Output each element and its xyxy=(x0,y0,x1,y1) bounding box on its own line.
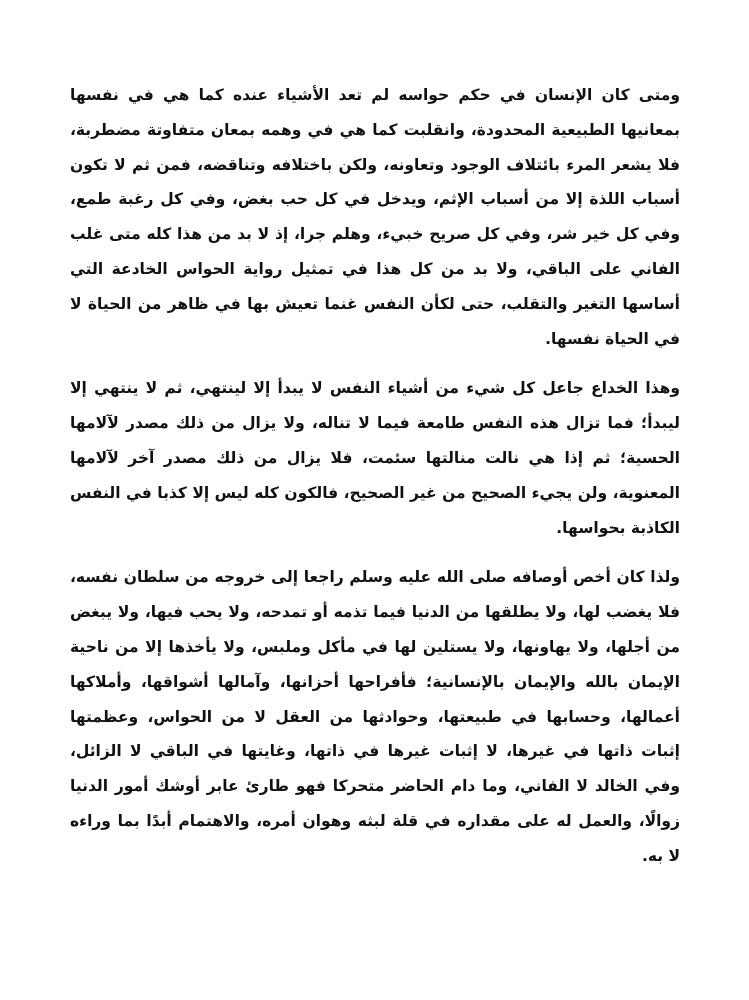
paragraph-2: وهذا الخداع جاعل كل شيء من أشياء النفس لا يبدأ إلا لينتهي، ثم لا ينتهي إلا ليبدأ؛ فما تزال هذه النفس طامعة فيما لا تناله، ولا يزال من ذلك مصدر لآلامها الحسية؛ ثم إذا هي نالت منالتها سئمت، فلا يزال من ذلك مصدر آخر لآلامها المعنوية، ولن يجيء الصحيح من غير الصحيح، فالكون كله ليس إلا كذبا في النفس الكاذبة بحواسها. xyxy=(70,379,680,537)
paragraph-3: ولذا كان أخص أوصافه صلى الله عليه وسلم راجعا إلى خروجه من سلطان نفسه، فلا يغضب لها، ولا يطلقها من الدنيا فيما تذمه أو تمدحه، ولا يحب فيها، ولا يبغض من أجلها، ولا يهاونها، ولا يستلين لها في مأكل وملبس، ولا يأخذها إلا من ناحية الإيمان بالله والإيمان بالإنسانية؛ فأفراحها أحزانها، وآمالها أشواقها، وأملاكها أعمالها، وحسابها في طبيعتها، وحوادثها من العقل لا من الحواس، وعظمتها إثبات ذاتها في غيرها، لا إثبات غيرها في ذاتها، وغايتها في الباقي لا الزائل، وفي الخالد لا الفاني، وما دام الحاضر متحركا فهو طارئ عابر أوشك أمور الدنيا زوالًا، والعمل له على مقداره في قلة لبثه وهوان أمره، والاهتمام أبدًا بما وراءه لا به. xyxy=(70,568,680,865)
paragraph-1: ومتى كان الإنسان في حكم حواسه لم تعد الأشياء عنده كما هي في نفسها بمعانيها الطبيعية المحدودة، وانقلبت كما هي في وهمه بمعان متفاوتة مضطربة، فلا يشعر المرء بائتلاف الوجود وتعاونه، ولكن باختلافه وتناقضه، فمن ثم لا تكون أسباب اللذة إلا من أسباب الإثم، ويدخل في كل حب بغض، وفي كل رغبة طمع، وفي كل خير شر، وفي كل صريح خبيء، وهلم جرا، إذ لا بد من هذا كله متى غلب الفاني على الباقي، ولا بد من كل هذا في تمثيل رواية الحواس الخادعة التي أساسها التغير والتقلب، حتى لكأن النفس غنما تعيش بها في ظاهر من الحياة لا في الحياة نفسها. xyxy=(70,86,680,348)
